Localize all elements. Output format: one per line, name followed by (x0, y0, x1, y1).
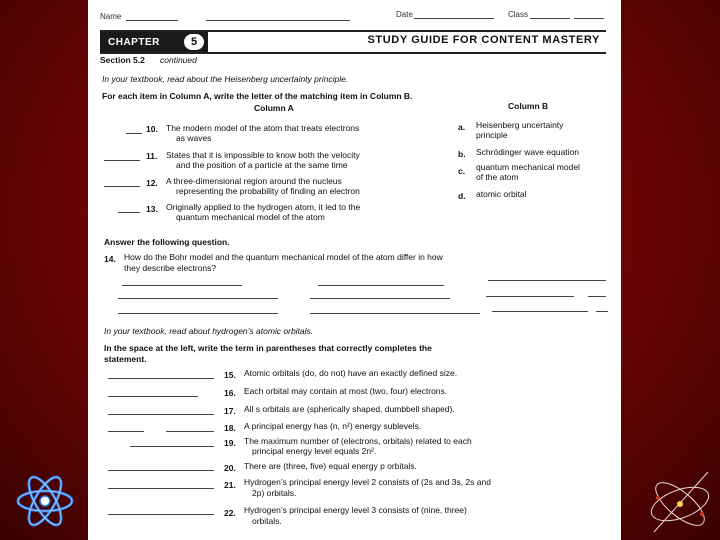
answer-blank-18a[interactable] (108, 431, 144, 432)
choice-text: quantum mechanical model (476, 162, 580, 172)
item-number: 19. (224, 438, 236, 448)
choice-letter: a. (458, 122, 466, 132)
answer-blank-16[interactable] (108, 396, 198, 397)
item-number: 15. (224, 370, 236, 380)
chapter-banner (100, 30, 606, 54)
name-label: Name (100, 12, 122, 21)
item-number: 18. (224, 423, 236, 433)
answer-line[interactable] (486, 296, 574, 297)
item-text: Each orbital may contain at most (two, four) electrons. (244, 386, 448, 396)
item-number: 21. (224, 480, 236, 490)
chapter-number: 5 (184, 34, 204, 50)
choice-text: of the atom (476, 172, 519, 182)
answer-line[interactable] (118, 313, 278, 314)
class-line-1 (530, 18, 570, 19)
part3-instruction-italic: In your textbook, read about hydrogen’s atomic orbitals. (104, 326, 314, 336)
answer-blank-15[interactable] (108, 378, 214, 379)
item-text: The modern model of the atom that treats electrons (166, 123, 360, 133)
item-number: 16. (224, 388, 236, 398)
item-number: 12. (146, 178, 158, 188)
item-text: quantum mechanical model of the atom (176, 212, 325, 222)
answer-blank-12[interactable] (104, 186, 140, 187)
item-number: 10. (146, 124, 158, 134)
date-line (414, 18, 494, 19)
part3-instruction-bold-2: statement. (104, 354, 147, 364)
item-text: and the position of a particle at the same time (176, 160, 348, 170)
choice-text: atomic orbital (476, 189, 527, 199)
question-text: How do the Bohr model and the quantum mechanical model of the atom differ in how (124, 252, 443, 262)
item-text: Hydrogen’s principal energy level 2 consists of (2s and 3s, 2s and (244, 477, 491, 487)
item-text: Originally applied to the hydrogen atom, it led to the (166, 202, 361, 212)
section-label: Section 5.2 (100, 55, 145, 65)
column-b-title: Column B (508, 101, 549, 111)
item-number: 22. (224, 508, 236, 518)
question-number: 14. (104, 254, 116, 264)
part1-instruction-italic: In your textbook, read about the Heisenberg uncertainty principle. (102, 74, 349, 84)
answer-blank-21[interactable] (108, 488, 214, 489)
choice-letter: d. (458, 191, 466, 201)
answer-line[interactable] (310, 313, 480, 314)
choice-text: Heisenberg uncertainty (476, 120, 564, 130)
item-number: 13. (146, 204, 158, 214)
part2-instruction: Answer the following question. (104, 237, 230, 247)
item-number: 17. (224, 406, 236, 416)
answer-line[interactable] (588, 296, 606, 297)
item-text: orbitals. (252, 516, 282, 526)
class-label: Class (508, 10, 529, 19)
answer-blank-13[interactable] (118, 212, 140, 213)
item-text: Hydrogen’s principal energy level 3 consists of (nine, three) (244, 505, 467, 515)
answer-line[interactable] (310, 298, 450, 299)
answer-line[interactable] (122, 285, 242, 286)
column-a-title: Column A (254, 103, 294, 113)
item-text: Atomic orbitals (do, do not) have an exactly defined size. (244, 368, 458, 378)
item-number: 20. (224, 463, 236, 473)
item-text: principal energy level equals 2n². (252, 446, 377, 456)
item-text: as waves (176, 133, 212, 143)
class-line-2 (574, 18, 604, 19)
banner-title: STUDY GUIDE FOR CONTENT MASTERY (367, 34, 600, 46)
answer-line[interactable] (318, 285, 444, 286)
item-text: A principal energy has (n, n²) energy sublevels. (244, 421, 422, 431)
item-number: 11. (146, 151, 158, 161)
answer-line[interactable] (596, 311, 608, 312)
part3-instruction-bold-1: In the space at the left, write the term in parentheses that correctly completes the (104, 343, 432, 353)
item-text: representing the probability of finding an electron (176, 186, 360, 196)
item-text: A three-dimensional region around the nucleus (166, 176, 342, 186)
item-text: States that it is impossible to know both the velocity (166, 150, 360, 160)
choice-letter: b. (458, 149, 466, 159)
choice-letter: c. (458, 166, 466, 176)
item-text: All s orbitals are (spherically shaped, dumbbell shaped). (244, 404, 455, 414)
item-text: The maximum number of (electrons, orbitals) related to each (244, 436, 472, 446)
answer-blank-22[interactable] (108, 514, 214, 515)
section-continued: continued (160, 55, 197, 65)
name-line-1 (126, 20, 178, 21)
choice-text: Schrödinger wave equation (476, 147, 580, 157)
answer-blank-18b[interactable] (166, 431, 214, 432)
name-line-2 (206, 20, 350, 21)
answer-blank-20[interactable] (108, 470, 214, 471)
question-text: they describe electrons? (124, 263, 217, 273)
atom-icon (14, 470, 76, 532)
worksheet-page (88, 0, 621, 540)
choice-text: principle (476, 130, 508, 140)
item-text: 2p) orbitals. (252, 488, 297, 498)
answer-blank-19[interactable] (130, 446, 214, 447)
answer-line[interactable] (118, 298, 278, 299)
answer-line[interactable] (492, 311, 588, 312)
answer-blank-11[interactable] (104, 160, 140, 161)
item-text: There are (three, five) equal energy p orbitals. (244, 461, 417, 471)
part1-instruction-bold: For each item in Column A, write the letter of the matching item in Column B. (102, 91, 413, 101)
answer-blank-17[interactable] (108, 414, 214, 415)
answer-blank-10[interactable] (126, 133, 142, 134)
answer-line[interactable] (488, 280, 606, 281)
date-label: Date (396, 10, 413, 19)
chapter-label: CHAPTER (100, 32, 208, 52)
orbit-doodle-icon (640, 462, 718, 538)
